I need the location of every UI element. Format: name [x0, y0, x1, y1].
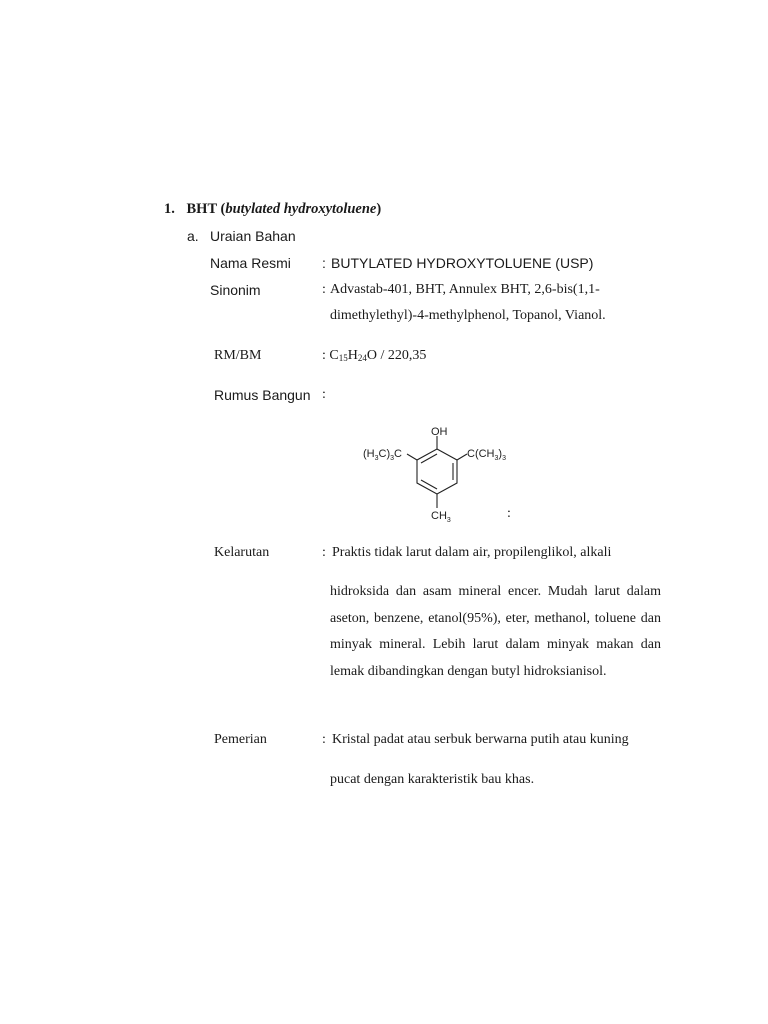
- value-pemerian-line1: Kristal padat atau serbuk berwarna putih atau kuning: [332, 732, 629, 747]
- bht-structure-diagram: [355, 420, 520, 525]
- value-nama-resmi: BUTYLATED HYDROXYTOLUENE (USP): [331, 255, 594, 271]
- structure-trailing-colon: :: [507, 506, 511, 521]
- colon-rumus-bangun: :: [322, 387, 326, 402]
- left-tert-butyl-label: $(H_3C)_3C$: [363, 448, 402, 462]
- heading-title-close: ): [376, 201, 382, 217]
- label-kelarutan: Kelarutan: [214, 545, 270, 560]
- label-pemerian: Pemerian: [214, 732, 267, 747]
- value-pemerian-line2: pucat dengan karakteristik bau khas.: [330, 772, 535, 787]
- value-sinonim-line1: Advastab-401, BHT, Annulex BHT, 2,6-bis(1,1-: [330, 282, 600, 297]
- formula: $C_{15}H_{24}O / 220,35$: [329, 348, 427, 363]
- colon-pemerian: :: [322, 732, 326, 747]
- label-rm-bm: RM/BM: [214, 348, 262, 363]
- value-kelarutan-line1: Praktis tidak larut dalam air, propilenglikol, alkali: [332, 545, 612, 560]
- colon-sinonim: :: [322, 282, 326, 297]
- label-sinonim: Sinonim: [210, 282, 261, 298]
- colon-kelarutan: :: [322, 545, 326, 560]
- right-tert-butyl-label: $C(CH_3)_3$: [467, 448, 506, 462]
- label-rumus-bangun: Rumus Bangun: [214, 387, 311, 403]
- subsection-letter: a.: [187, 228, 199, 244]
- colon-rm-bm: :: [322, 348, 326, 363]
- value-sinonim-line2: dimethylethyl)-4-methylphenol, Topanol, Vianol.: [330, 308, 606, 323]
- heading-number: 1.: [164, 201, 175, 217]
- oh-label: OH: [431, 426, 448, 438]
- subsection-title: Uraian Bahan: [210, 228, 296, 244]
- value-kelarutan-paragraph: hidroksida dan asam mineral encer. Mudah larut dalam aseton, benzene, etanol(95%), eter, methanol, toluene dan minyak mineral. Lebih larut dalam minyak makan dan lemak dibandingkan dengan butyl hidroksianisol.: [330, 584, 661, 680]
- label-nama-resmi: Nama Resmi: [210, 255, 291, 271]
- heading-title-italic: butylated hydroxytoluene: [225, 201, 377, 217]
- colon-nama-resmi: :: [322, 255, 326, 271]
- methyl-label: $CH_3$: [431, 510, 451, 524]
- section-heading: [164, 201, 381, 218]
- heading-title: BHT (: [186, 201, 226, 217]
- benzene-ring: [407, 436, 467, 508]
- value-rm-bm: [322, 348, 426, 364]
